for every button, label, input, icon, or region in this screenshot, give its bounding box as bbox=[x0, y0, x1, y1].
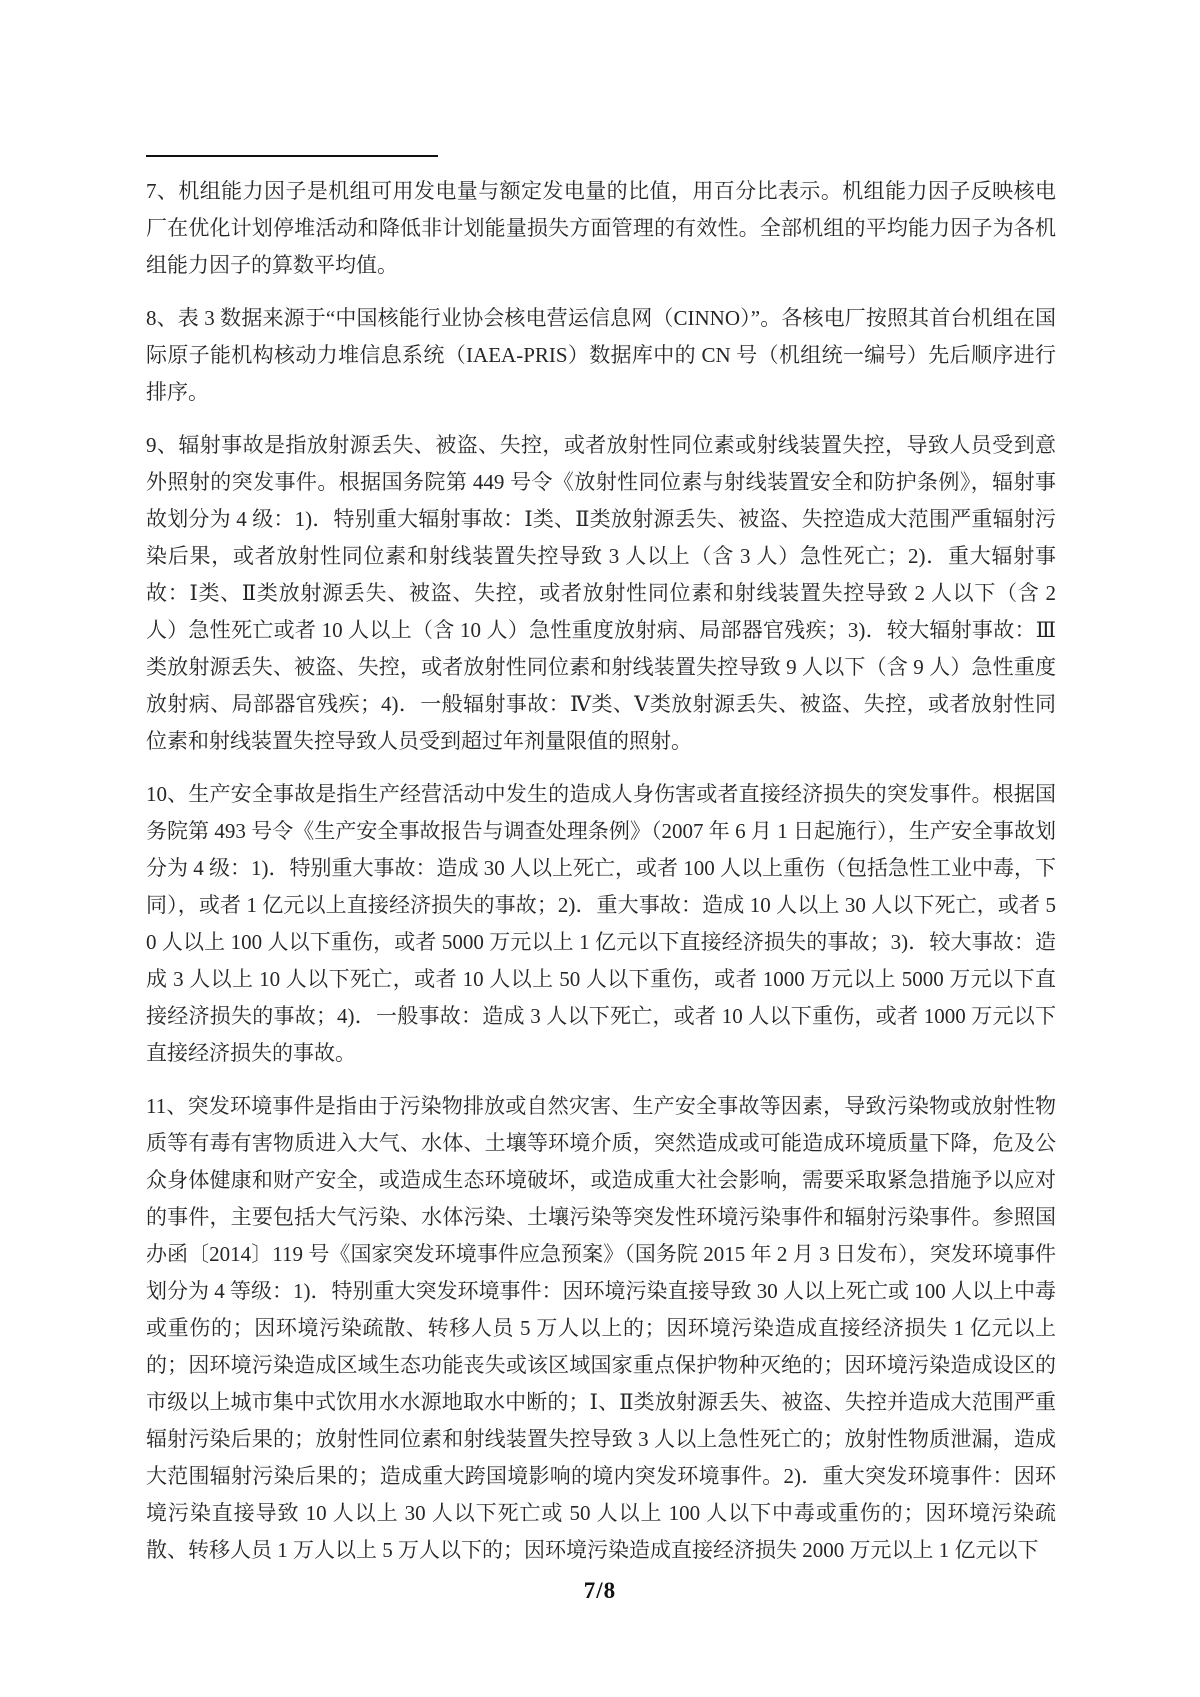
footnote-paragraph-9: 9、辐射事故是指放射源丢失、被盗、失控，或者放射性同位素或射线装置失控，导致人员受到意外照射的突发事件。根据国务院第 449 号令《放射性同位素与射线装置安全和防护条例》，辐射事故划分为 4 级：1)．特别重大辐射事故：Ⅰ类、Ⅱ类放射源丢失、被盗、失控造成大范围严重辐射污染后果，或者放射性同位素和射线装置失控导致 3 人以上（含 3 人）急性死亡；2)．重大辐射事故：Ⅰ类、Ⅱ类放射源丢失、被盗、失控，或者放射性同位素和射线装置失控导致 2 人以下（含 2 人）急性死亡或者 10 人以上（含 10 人）急性重度放射病、局部器官残疾；3)．较大辐射事故：Ⅲ类放射源丢失、被盗、失控，或者放射性同位素和射线装置失控导致 9 人以下（含 9 人）急性重度放射病、局部器官残疾；4)．一般辐射事故：Ⅳ类、Ⅴ类放射源丢失、被盗、失控，或者放射性同位素和射线装置失控导致人员受到超过年剂量限值的照射。 bbox=[146, 433, 1056, 753]
footnote-paragraph-10: 10、生产安全事故是指生产经营活动中发生的造成人身伤害或者直接经济损失的突发事件。根据国务院第 493 号令《生产安全事故报告与调查处理条例》（2007 年 6 月 1 日起施行），生产安全事故划分为 4 级：1)．特别重大事故：造成 30 人以上死亡，或者 100 人以上重伤（包括急性工业中毒，下同），或者 1 亿元以上直接经济损失的事故；2)．重大事故：造成 10 人以上 30 人以下死亡，或者 50 人以上 100 人以下重伤，或者 5000 万元以上 1 亿元以下直接经济损失的事故；3)．较大事故：造成 3 人以上 10 人以下死亡，或者 10 人以上 50 人以下重伤，或者 1000 万元以上 5000 万元以下直接经济损失的事故；4)．一般事故：造成 3 人以下死亡，或者 10 人以下重伤，或者 1000 万元以下直接经济损失的事故。 bbox=[146, 782, 1056, 1065]
footnote-paragraph-8: 8、表 3 数据来源于“中国核能行业协会核电营运信息网（CINNO）”。各核电厂按照其首台机组在国际原子能机构核动力堆信息系统（IAEA-PRIS）数据库中的 CN 号（机组统一编号）先后顺序进行排序。 bbox=[146, 306, 1056, 404]
footnote-paragraph-7: 7、机组能力因子是机组可用发电量与额定发电量的比值，用百分比表示。机组能力因子反映核电厂在优化计划停堆活动和降低非计划能量损失方面管理的有效性。全部机组的平均能力因子为各机组能力因子的算数平均值。 bbox=[146, 179, 1056, 277]
footnotes-section bbox=[146, 155, 1056, 1569]
footnote-paragraph-11: 11、突发环境事件是指由于污染物排放或自然灾害、生产安全事故等因素，导致污染物或放射性物质等有毒有害物质进入大气、水体、土壤等环境介质，突然造成或可能造成环境质量下降，危及公众身体健康和财产安全，或造成生态环境破坏，或造成重大社会影响，需要采取紧急措施予以应对的事件，主要包括大气污染、水体污染、土壤污染等突发性环境污染事件和辐射污染事件。参照国办函〔2014〕119 号《国家突发环境事件应急预案》（国务院 2015 年 2 月 3 日发布），突发环境事件划分为 4 等级：1)．特别重大突发环境事件：因环境污染直接导致 30 人以上死亡或 100 人以上中毒或重伤的；因环境污染疏散、转移人员 5 万人以上的；因环境污染造成直接经济损失 1 亿元以上的；因环境污染造成区域生态功能丧失或该区域国家重点保护物种灭绝的；因环境污染造成设区的市级以上城市集中式饮用水水源地取水中断的；Ⅰ、Ⅱ类放射源丢失、被盗、失控并造成大范围严重辐射污染后果的；放射性同位素和射线装置失控导致 3 人以上急性死亡的；放射性物质泄漏，造成大范围辐射污染后果的；造成重大跨国境影响的境内突发环境事件。2)．重大突发环境事件：因环境污染直接导致 10 人以上 30 人以下死亡或 50 人以上 100 人以下中毒或重伤的；因环境污染疏散、转移人员 1 万人以上 5 万人以下的；因环境污染造成直接经济损失 2000 万元以上 1 亿元以下 bbox=[146, 1094, 1056, 1562]
page-number: 7/8 bbox=[583, 1578, 617, 1603]
footnote-separator-line bbox=[146, 155, 438, 157]
